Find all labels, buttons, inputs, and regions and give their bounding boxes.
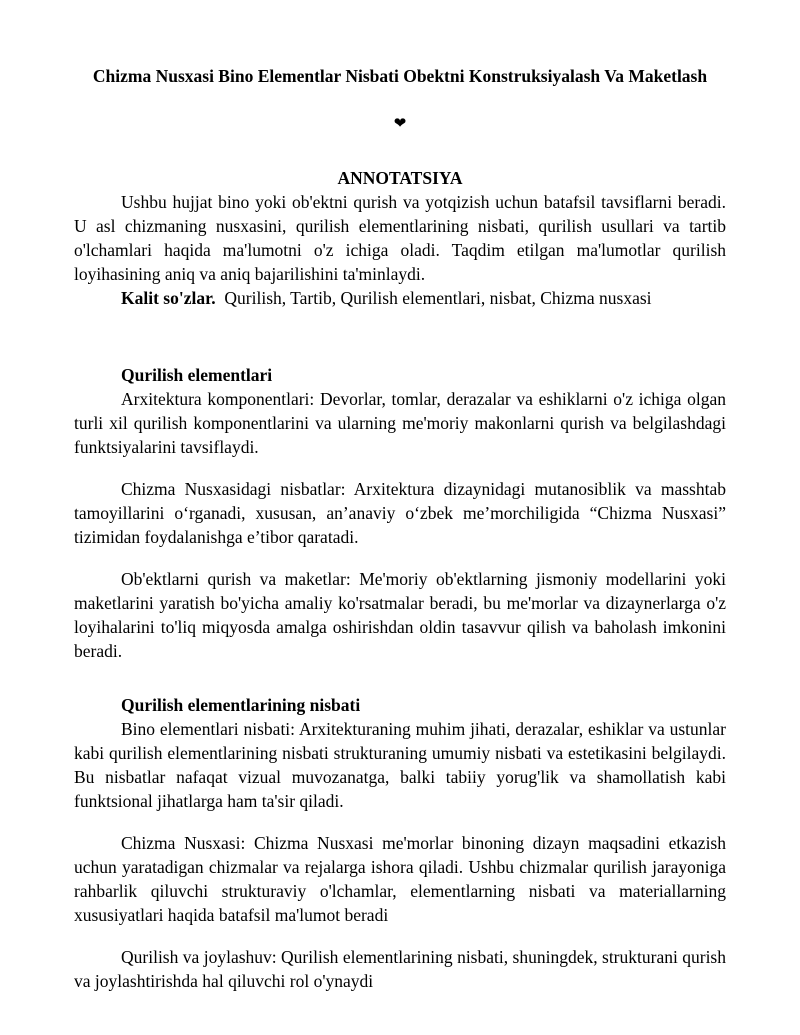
paragraph: Ob'ektlarni qurish va maketlar: Me'moriy ob'ektlarning jismoniy modellarini yoki maketlarini yaratish bo'yicha amaliy ko'rsatmalar beradi, bu me'morlar va dizaynerlarga o'z loyihalarini to'liq miqyosda amalga oshirishdan oldin tasavvur qilish va baholash imkonini beradi. (74, 569, 726, 661)
paragraph: Chizma Nusxasidagi nisbatlar: Arxitektura dizaynidagi mutanosiblik va masshtab tamoyillarini o‘rganadi, xususan, an’anaviy o‘zbek me’morchiligida “Chizma Nusxasi” tizimidan foydalanishga e’tibor qaratadi. (74, 479, 726, 547)
abstract-heading: ANNOTATSIYA (337, 168, 463, 188)
section-heading: Qurilish elementlarining nisbati (121, 695, 361, 715)
paragraph: Bino elementlari nisbati: Arxitekturaning muhim jihati, derazalar, eshiklar va ustunlar kabi qurilish elementlarining nisbati strukturaning umumiy nisbati va estetikasini belgilaydi. Bu nisbatlar nafaqat vizual muvozanatga, balki tabiiy yorug'lik va shamollatish kabi funktsional jihatlarga ham ta'sir qiladi. (74, 719, 726, 811)
paragraph: Qurilish va joylashuv: Qurilish elementlarining nisbati, shuningdek, strukturani qurish va joylashtirishda hal qiluvchi rol o'ynaydi (74, 947, 726, 991)
paragraph: Chizma Nusxasi: Chizma Nusxasi me'morlar binoning dizayn maqsadini etkazish uchun yaratadigan chizmalar va rejalarga ishora qiladi. Ushbu chizmalar qurilish jarayoniga rahbarlik qiluvchi strukturaviy o'lchamlar, elementlarning nisbati va materiallarning xususiyatlari haqida batafsil ma'lumot beradi (74, 833, 726, 925)
keywords-text: Qurilish, Tartib, Qurilish elementlari, nisbat, Chizma nusxasi (224, 288, 652, 308)
document-title: Chizma Nusxasi Bino Elementlar Nisbati Obektni Konstruksiyalash Va Maketlash (92, 66, 708, 86)
keywords-line (121, 286, 726, 310)
heart-icon: ❤ (393, 116, 407, 132)
paragraph: Arxitektura komponentlari: Devorlar, tomlar, derazalar va eshiklarni o'z ichiga olgan turli xil qurilish komponentlarini va ularning me'moriy makonlarni qurish va belgilashdagi funktsiyalarini tavsiflaydi. (74, 389, 726, 457)
keywords-label: Kalit so'zlar. (121, 288, 216, 308)
abstract-paragraph: Ushbu hujjat bino yoki ob'ektni qurish va yotqizish uchun batafsil tavsiflarni beradi. U asl chizmaning nusxasini, qurilish elementlarining nisbati, qurilish usullari va tartib o'lchamlari haqida ma'lumotni o'z ichiga oladi. Taqdim etilgan ma'lumotlar qurilish loyihasining aniq va aniq bajarilishini ta'minlaydi. (74, 192, 726, 284)
section-heading: Qurilish elementlari (121, 365, 273, 385)
